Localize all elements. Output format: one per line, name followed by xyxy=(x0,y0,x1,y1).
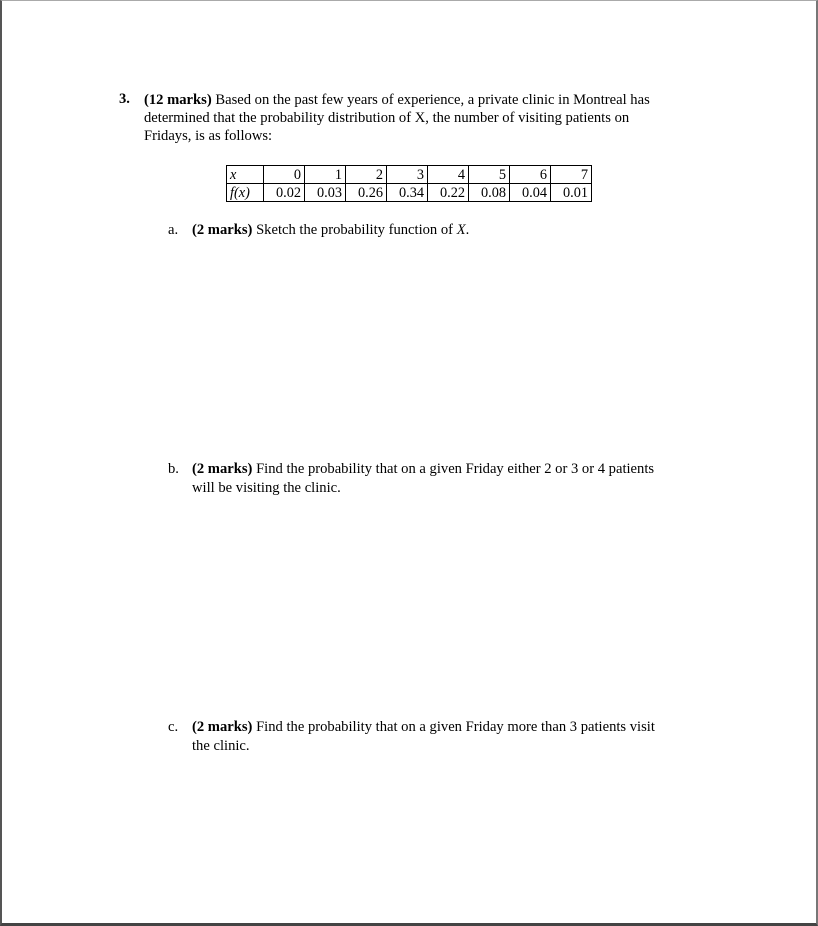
table-cell-x5: 5 xyxy=(469,166,510,184)
question-intro-line-3: Fridays, is as follows: xyxy=(144,128,273,144)
question-number: 3. xyxy=(119,91,130,107)
part-a-label: a. xyxy=(168,222,179,238)
part-a-period: . xyxy=(465,222,470,238)
document-page xyxy=(2,1,816,923)
part-b-label: b. xyxy=(168,461,179,477)
table-cell-x4: 4 xyxy=(428,166,469,184)
question-intro-line-2: determined that the probability distribution of X, the number of visiting patients on xyxy=(144,110,630,126)
part-c-marks: (2 marks) xyxy=(192,719,253,735)
table-cell-fx3: 0.34 xyxy=(387,184,428,202)
part-a-marks: (2 marks) xyxy=(192,222,253,238)
part-b-question: Find the probability that on a given Friday either 2 or 3 or 4 patients xyxy=(256,461,655,477)
question-intro-line-1 xyxy=(144,91,650,109)
question-marks: (12 marks) xyxy=(144,92,212,108)
question-text-1: Based on the past few years of experience, a private clinic in Montreal has xyxy=(215,92,650,108)
table-cell-fx1: 0.03 xyxy=(305,184,346,202)
table-cell-x2: 2 xyxy=(346,166,387,184)
part-c-line-2: the clinic. xyxy=(192,738,250,754)
table-cell-fx4: 0.22 xyxy=(428,184,469,202)
part-a-variable: X xyxy=(456,222,466,238)
table-cell-x7: 7 xyxy=(551,166,592,184)
table-cell-x1: 1 xyxy=(305,166,346,184)
part-c-question: Find the probability that on a given Friday more than 3 patients visit xyxy=(256,719,655,735)
part-c-label: c. xyxy=(168,719,179,735)
part-b-marks: (2 marks) xyxy=(192,461,253,477)
part-c-line-1 xyxy=(192,718,655,737)
part-b-line-1 xyxy=(192,460,654,479)
table-row-fx xyxy=(227,184,592,202)
table-cell-x3: 3 xyxy=(387,166,428,184)
part-a-text xyxy=(192,221,469,240)
table-cell-fx7: 0.01 xyxy=(551,184,592,202)
part-b-line-2: will be visiting the clinic. xyxy=(192,480,341,496)
table-cell-fx5: 0.08 xyxy=(469,184,510,202)
table-header-x: x xyxy=(227,166,264,184)
table-header-fx: f(x) xyxy=(227,184,264,202)
probability-distribution-table xyxy=(226,165,592,202)
table-cell-fx2: 0.26 xyxy=(346,184,387,202)
part-a-question: Sketch the probability function of xyxy=(256,222,454,238)
table-row-x xyxy=(227,166,592,184)
table-cell-x0: 0 xyxy=(264,166,305,184)
table-cell-x6: 6 xyxy=(510,166,551,184)
table-cell-fx0: 0.02 xyxy=(264,184,305,202)
table-cell-fx6: 0.04 xyxy=(510,184,551,202)
